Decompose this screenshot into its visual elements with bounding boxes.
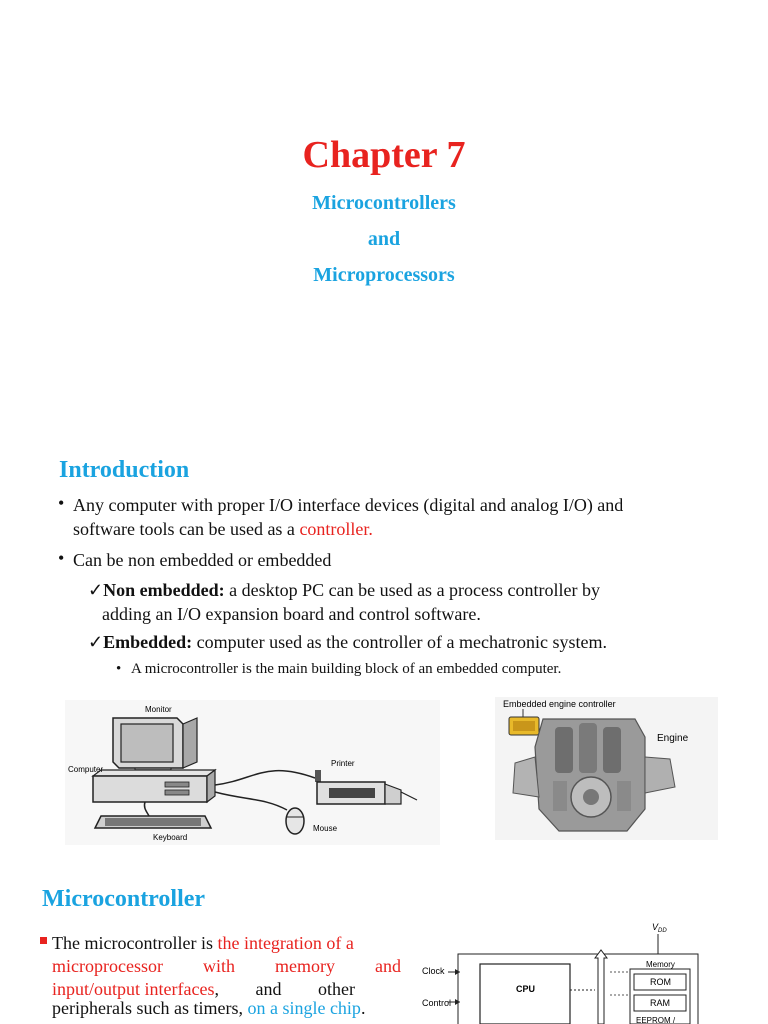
- desktop-pc-figure: [65, 700, 440, 845]
- sub-bullet-1-line-2: adding an I/O expansion board and control software.: [102, 604, 481, 624]
- bullet-dot: •: [58, 548, 65, 568]
- bullet-square-icon: [40, 937, 47, 944]
- mouse-icon: [286, 808, 304, 834]
- controller-box-icon: [509, 717, 539, 735]
- para-text: .: [360, 998, 366, 1018]
- monitor-label: Monitor: [145, 705, 172, 714]
- keyboard-label: Keyboard: [153, 833, 188, 842]
- bullet-dot: •: [58, 493, 65, 513]
- control-label: Control: [422, 998, 452, 1008]
- controller-highlight: controller.: [299, 519, 373, 539]
- non-embedded-label: Non embedded:: [103, 580, 225, 600]
- microcontroller-slide: [0, 880, 768, 1024]
- bullet-1-line-1: Any computer with proper I/O interface devices (digital and analog I/O) and: [73, 495, 624, 515]
- title-slide: [0, 0, 768, 440]
- monitor-icon: [113, 718, 197, 774]
- chapter-title: Chapter 7: [302, 134, 466, 176]
- para-line-1: [52, 931, 401, 955]
- eeprom-label: EEPROM /: [636, 1016, 676, 1024]
- embedded-label: Embedded:: [103, 632, 193, 652]
- bullet-1-line-2: [73, 517, 373, 541]
- cpu-label: CPU: [516, 984, 536, 994]
- system-bus-arrow: [595, 950, 607, 1024]
- subtitle-line-2: and: [367, 228, 401, 250]
- subtitle-line-3: Microprocessors: [313, 264, 455, 286]
- integration-highlight: the integration of a: [217, 933, 354, 953]
- printer-label: Printer: [331, 759, 355, 768]
- embedded-text: computer used as the controller of a mechatronic system.: [192, 632, 607, 652]
- ram-label: RAM: [650, 998, 670, 1008]
- keyboard-icon: [95, 816, 211, 828]
- sub-sub-bullet: A microcontroller is the main building block of an embedded computer.: [131, 661, 562, 677]
- checkmark-icon: ✓: [88, 580, 104, 600]
- engine-figure: [495, 697, 718, 840]
- computer-label: Computer: [68, 765, 104, 774]
- computer-icon: [93, 770, 215, 802]
- engine-controller-label: Embedded engine controller: [503, 699, 616, 709]
- para-line-4: [52, 996, 412, 1020]
- vdd-label: $V_{DD}$: [652, 922, 667, 934]
- para-text: The microcontroller is: [52, 933, 218, 953]
- mouse-label: Mouse: [313, 824, 338, 833]
- rom-label: ROM: [650, 977, 671, 987]
- bullet-1-text: software tools can be used as a: [73, 519, 300, 539]
- bullet-2: Can be non embedded or embedded: [73, 550, 332, 570]
- clock-label: Clock: [422, 966, 445, 976]
- para-text: peripherals such as timers,: [52, 998, 248, 1018]
- microcontroller-heading: Microcontroller: [42, 886, 206, 912]
- para-text: , and other: [214, 979, 355, 999]
- para-line-2: microprocessor with memory and: [52, 956, 401, 976]
- subtitle-line-1: Microcontrollers: [312, 192, 456, 214]
- non-embedded-text: a desktop PC can be used as a process controller by: [224, 580, 601, 600]
- memory-label: Memory: [646, 960, 675, 969]
- introduction-slide: [0, 445, 768, 875]
- cpu-block: [480, 964, 570, 1024]
- engine-label: Engine: [657, 733, 689, 744]
- sub-bullet-1-line-1: [88, 578, 728, 602]
- microcontroller-diagram: [420, 918, 710, 1024]
- single-chip-highlight: on a single chip: [247, 998, 361, 1018]
- sub-bullet-2: [88, 630, 728, 654]
- checkmark-icon: ✓: [88, 632, 104, 652]
- introduction-heading: Introduction: [59, 457, 190, 483]
- bullet-dot: •: [116, 661, 122, 677]
- io-highlight: input/output interfaces: [52, 979, 215, 999]
